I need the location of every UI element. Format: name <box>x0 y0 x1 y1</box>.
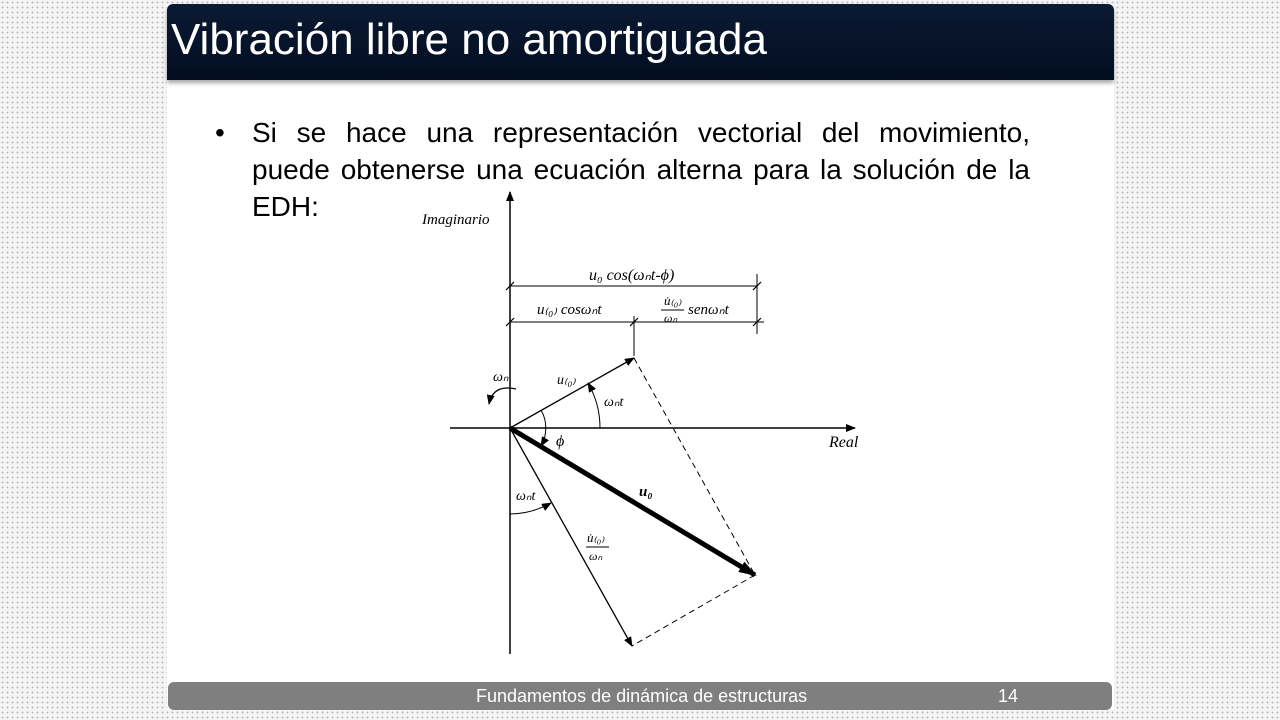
dim-total-label: u₀ cos(ωₙt-ϕ) <box>589 267 675 284</box>
rotation-arrow <box>489 388 516 404</box>
dim-cos-label: u₍₀₎ cosωₙt <box>537 302 602 318</box>
vector-u0-initial <box>510 358 634 428</box>
footer-bar <box>168 682 1112 710</box>
dim-sen-label: senωₙt <box>688 302 729 318</box>
footer-title: Fundamentos de dinámica de estructuras <box>476 686 808 706</box>
slide <box>167 4 1114 710</box>
bullet-text: Si se hace una representación vectorial del movimiento, puede obtenerse una ecuación alterna para la solución de la EDH: <box>252 117 1030 222</box>
bullet-icon: • <box>215 117 225 148</box>
page-number: 14 <box>998 686 1019 706</box>
vector-u0-label: u₀ <box>639 484 653 500</box>
dim-frac-den: ωₙ <box>664 311 678 325</box>
dim-frac-num: u̇₍₀₎ <box>664 293 682 308</box>
axis-label-imaginary: Imaginario <box>422 212 490 228</box>
vector-u0-initial-label: u₍₀₎ <box>557 373 576 388</box>
rotation-label: ωₙ <box>493 370 509 385</box>
angle-arc-wnt-lower <box>510 503 551 514</box>
angle-arc-wnt-upper <box>588 383 600 428</box>
vector-u0 <box>510 428 755 575</box>
vector-velocity <box>510 428 632 646</box>
vector-velocity-num: u̇₍₀₎ <box>587 530 605 545</box>
angle-label-wnt-lower: ωₙt <box>516 489 536 504</box>
dashed-side-bottom <box>632 575 755 646</box>
vector-diagram <box>167 4 1114 710</box>
angle-label-phi: ϕ <box>556 433 565 450</box>
angle-label-wnt-upper: ωₙt <box>604 395 624 410</box>
axis-label-real: Real <box>829 434 859 451</box>
vector-velocity-den: ωₙ <box>589 549 603 563</box>
slide-title: Vibración libre no amortiguada <box>171 15 767 64</box>
dashed-side-right <box>634 358 755 575</box>
